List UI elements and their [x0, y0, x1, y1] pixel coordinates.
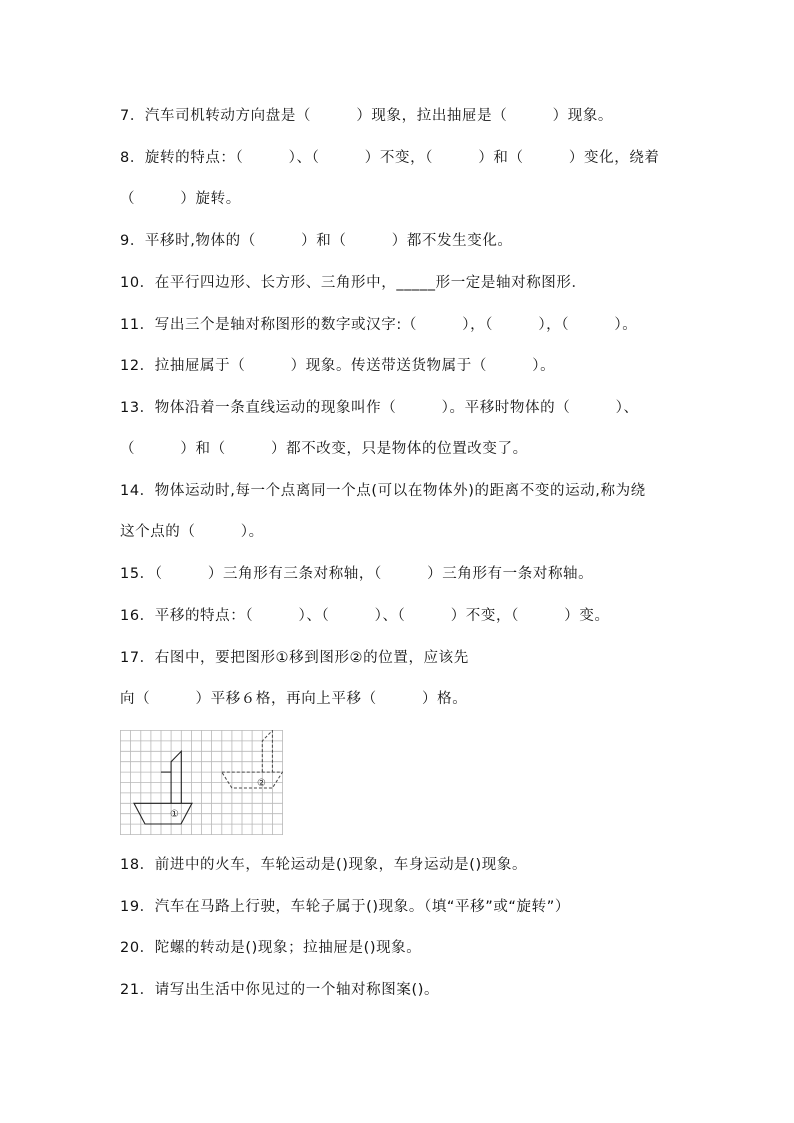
grid-diagram: [120, 730, 283, 835]
question-14: 14．物体运动时,每一个点离同一个点(可以在物体外)的距离不变的运动,称为绕: [120, 483, 646, 499]
question-16: 16．平移的特点：（ ）、（ ）、（ ）不变，（ ）变。: [120, 608, 610, 624]
question-17: 17．右图中，要把图形①移到图形②的位置，应该先: [120, 650, 469, 666]
question-13-cont: （ ）和（ ）都不改变，只是物体的位置改变了。: [120, 441, 528, 457]
shape-2-label: ②: [257, 778, 266, 789]
question-7: 7．汽车司机转动方向盘是（ ）现象，拉出抽屉是（ ）现象。: [120, 108, 614, 124]
question-19: 19．汽车在马路上行驶，车轮子属于()现象。（填“平移”或“旋转”）: [120, 899, 570, 915]
question-9: 9．平移时,物体的（ ）和（ ）都不发生变化。: [120, 233, 513, 249]
question-13: 13．物体沿着一条直线运动的现象叫作（ ）。平移时物体的（ ）、: [120, 400, 639, 416]
question-17-cont: 向（ ）平移６格，再向上平移（ ）格。: [120, 691, 468, 707]
question-8-cont: （ ）旋转。: [120, 191, 241, 207]
question-15: 15．（ ）三角形有三条对称轴，（ ）三角形有一条对称轴。: [120, 566, 594, 582]
shape-1-label: ①: [170, 809, 179, 820]
question-8: 8．旋转的特点：（ ）、（ ）不变，（ ）和（ ）变化，绕着: [120, 150, 660, 166]
question-20: 20．陀螺的转动是()现象；拉抽屉是()现象。: [120, 940, 422, 956]
translation-grid-figure: [120, 730, 283, 835]
question-10: 10．在平行四边形、长方形、三角形中，_____形一定是轴对称图形．: [120, 275, 587, 291]
question-14-cont: 这个点的（ ）。: [120, 524, 264, 540]
question-11: 11．写出三个是轴对称图形的数字或汉字:（ ），（ ），（ ）。: [120, 317, 638, 333]
question-18: 18．前进中的火车，车轮运动是()现象，车身运动是()现象。: [120, 857, 528, 873]
question-12: 12．拉抽屉属于（ ）现象。传送带送货物属于（ ）。: [120, 358, 556, 374]
question-21: 21．请写出生活中你见过的一个轴对称图案()。: [120, 982, 440, 998]
boat-shape-1: [134, 751, 192, 824]
